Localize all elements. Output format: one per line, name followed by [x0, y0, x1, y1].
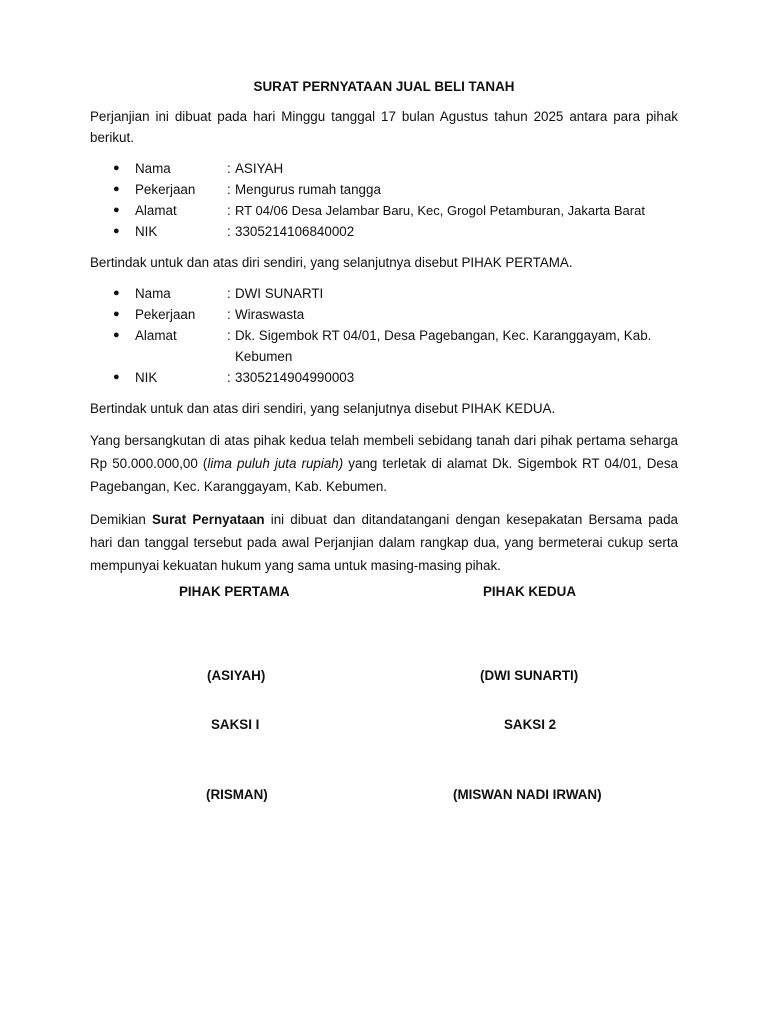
- bullet-icon: ●: [113, 162, 120, 174]
- list-item: ● NIK : 3305214106840002: [90, 221, 678, 242]
- witness-headings: [90, 717, 678, 732]
- bullet-icon: ●: [113, 329, 120, 341]
- witness1-heading: SAKSI I: [211, 717, 260, 732]
- field-label: Alamat: [135, 328, 177, 343]
- list-item: ● NIK : 3305214904990003: [90, 367, 678, 388]
- field-label: Nama: [135, 286, 171, 301]
- list-item: ● Alamat : RT 04/06 Desa Jelambar Baru, Kec, Grogol Petamburan, Jakarta Barat: [90, 200, 678, 221]
- party2-statement: Bertindak untuk dan atas diri sendiri, yang selanjutnya disebut PIHAK KEDUA.: [90, 401, 556, 416]
- bullet-icon: ●: [113, 308, 120, 320]
- signature-headings: [90, 584, 678, 599]
- purchase-paragraph: Yang bersangkutan di atas pihak kedua telah membeli sebidang tanah dari pihak pertama seharga Rp 50.000.000,00 (lima puluh juta rupiah) yang terletak di alamat Dk. Sigembok RT 04/01, Desa Pagebangan, Kec. Karanggayam, Kab. Kebumen.: [90, 433, 678, 494]
- document-page: [90, 76, 678, 577]
- party1-heading: PIHAK PERTAMA: [179, 584, 290, 599]
- field-label: Nama: [135, 161, 171, 176]
- field-value: RT 04/06 Desa Jelambar Baru, Kec, Grogol Petamburan, Jakarta Barat: [235, 203, 645, 218]
- field-label: NIK: [135, 370, 158, 385]
- party2-name: (DWI SUNARTI): [480, 668, 579, 683]
- field-value: 3305214904990003: [235, 370, 355, 385]
- field-value: DWI SUNARTI: [235, 286, 324, 301]
- field-value: 3305214106840002: [235, 224, 355, 239]
- list-item: ● Nama : ASIYAH: [90, 158, 678, 179]
- witness2-heading: SAKSI 2: [504, 717, 557, 732]
- bullet-icon: ●: [113, 183, 120, 195]
- document-name-bold: Surat Pernyataan: [151, 512, 265, 527]
- list-item: ● Alamat : Dk. Sigembok RT 04/01, Desa Pagebangan, Kec. Karanggayam, Kab. Kebumen: [90, 325, 678, 367]
- field-label: NIK: [135, 224, 158, 239]
- witness-names: [90, 787, 678, 802]
- field-label: Pekerjaan: [135, 307, 196, 322]
- field-value: Mengurus rumah tangga: [235, 182, 381, 197]
- bullet-icon: ●: [113, 287, 120, 299]
- party1-statement: Bertindak untuk dan atas diri sendiri, yang selanjutnya disebut PIHAK PERTAMA.: [90, 255, 573, 270]
- field-value: Wiraswasta: [235, 307, 305, 322]
- party2-heading: PIHAK KEDUA: [483, 584, 576, 599]
- bullet-icon: ●: [113, 225, 120, 237]
- list-item: ● Nama : DWI SUNARTI: [90, 283, 678, 304]
- document-title: SURAT PERNYATAAN JUAL BELI TANAH: [253, 79, 515, 94]
- witness1-name: (RISMAN): [206, 787, 268, 802]
- closing-paragraph: Demikian Surat Pernyataan ini dibuat dan ditandatangani dengan kesepakatan Bersama pada hari dan tanggal tersebut pada awal Perjanjian dalam rangkap dua, yang bermeterai cukup serta mempunyai kekuatan hukum yang sama untuk masing-masing pihak.: [90, 512, 678, 573]
- witness2-name: (MISWAN NADI IRWAN): [453, 787, 602, 802]
- list-item: ● Pekerjaan : Mengurus rumah tangga: [90, 179, 678, 200]
- field-value: ASIYAH: [235, 161, 284, 176]
- bullet-icon: ●: [113, 371, 120, 383]
- party1-details: [90, 158, 678, 242]
- list-item: ● Pekerjaan : Wiraswasta: [90, 304, 678, 325]
- price-in-words: lima puluh juta rupiah): [207, 456, 344, 471]
- field-label: Pekerjaan: [135, 182, 196, 197]
- field-value: Dk. Sigembok RT 04/01, Desa Pagebangan, Kec. Karanggayam, Kab. Kebumen: [235, 328, 652, 364]
- party1-name: (ASIYAH): [207, 668, 266, 683]
- intro-paragraph: Perjanjian ini dibuat pada hari Minggu tanggal 17 bulan Agustus tahun 2025 antara para pihak berikut.: [90, 109, 678, 145]
- party2-details: [90, 283, 678, 388]
- bullet-icon: ●: [113, 204, 120, 216]
- field-label: Alamat: [135, 203, 177, 218]
- signature-names: [90, 668, 678, 683]
